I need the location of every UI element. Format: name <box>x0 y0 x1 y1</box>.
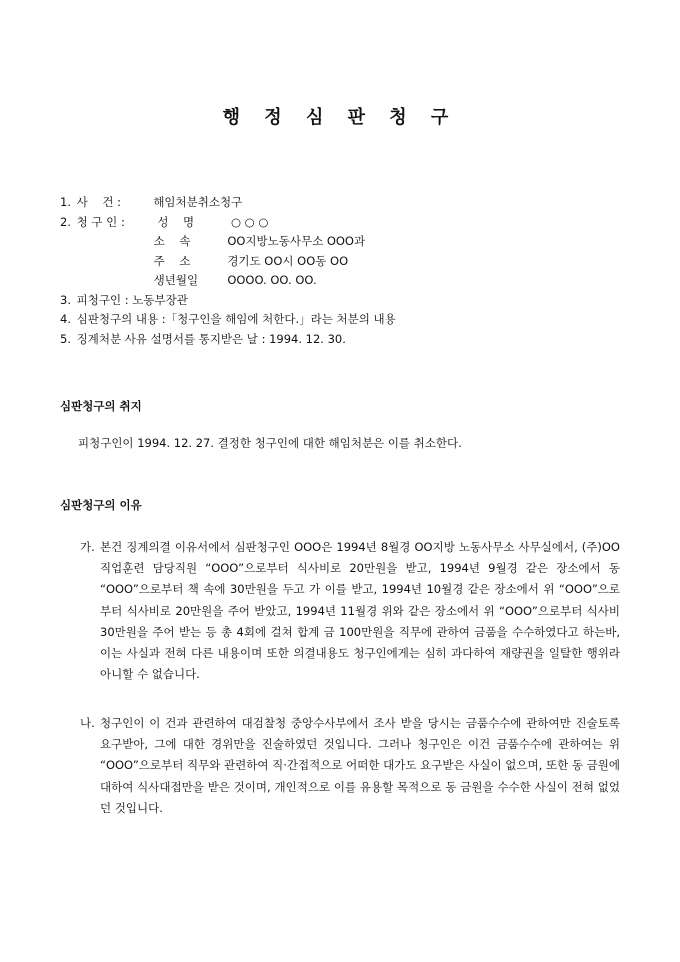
notice-row <box>60 330 396 350</box>
reason-item-a <box>80 537 620 685</box>
birth-label: 생년월일 <box>153 273 199 287</box>
reason-b-mark: 나. <box>80 716 95 730</box>
case-number: 1. <box>60 195 71 209</box>
respondent-number: 3. <box>60 292 71 307</box>
claimant-addr-row <box>60 252 396 272</box>
purpose-heading: 심판청구의 취지 <box>60 399 142 413</box>
reason-a-mark: 가. <box>80 540 95 554</box>
claimant-birth-row <box>60 271 396 291</box>
name-label: 성 명 <box>157 214 195 229</box>
case-label: 사 건 : <box>76 195 122 209</box>
document-title: 행 정 심 판 청 구 <box>222 107 458 128</box>
claimant-number: 2. <box>60 214 71 229</box>
dept-label: 소 속 <box>153 234 191 248</box>
claimant-name-row <box>60 213 396 233</box>
name-value: ○ ○ ○ <box>230 214 269 229</box>
birth-value: OOOO. OO. OO. <box>227 273 317 287</box>
notice-number: 5. <box>60 331 71 346</box>
respondent-text: 피청구인 : 노동부장관 <box>76 292 188 307</box>
purpose-text: 피청구인이 1994. 12. 27. 결정한 청구인에 대한 해임처분은 이를 취소한다. <box>78 436 462 450</box>
claimant-dept-row <box>60 232 396 252</box>
reason-item-b <box>80 713 620 819</box>
content-text: 심판청구의 내용 :「청구인을 해임에 처한다.」라는 처분의 내용 <box>76 312 396 326</box>
reasons-heading: 심판청구의 이유 <box>60 498 142 512</box>
notice-text: 징계처분 사유 설명서를 통지받은 날 : 1994. 12. 30. <box>76 331 346 346</box>
addr-value: 경기도 OO시 OO동 OO <box>227 253 349 268</box>
case-row <box>60 193 396 213</box>
reason-a-text: 본건 징계의결 이유서에서 심판청구인 OOO은 1994년 8월경 OO지방 노동사무소 사무실에서, (주)OO직업훈련 담당직원 “OOO”으로부터 식사비로 20만원을 받고, 1994년 9월경 같은 장소에서 동 “OOO”으로부터 책 속에 30만원을 두고 가 이를 받고, 1994년 10월경 같은 장소에서 위 “OOO”으로부터 식사비로 20만원을 주어 받았고, 1994년 11월경 위와 같은 장소에서 위 “OOO”으로부터 식사비 30만원을 주어 받는 등 총 4회에 걸쳐 합계 금 100만원을 직무에 관하여 금품을 수수하였다고 하는바, 이는 사실과 전혀 다른 내용이며 또한 의결내용도 청구인에게는 심히 과다하여 재량권을 일탈한 행위라 아니할 수 없습니다. <box>100 540 620 682</box>
addr-label: 주 소 <box>153 253 191 268</box>
dept-value: OO지방노동사무소 OOO과 <box>227 234 366 248</box>
respondent-row <box>60 291 396 311</box>
case-value: 해임처분취소청구 <box>153 195 243 209</box>
content-row <box>60 310 396 330</box>
claimant-label: 청 구 인 : <box>76 214 125 229</box>
content-number: 4. <box>60 312 71 326</box>
claim-info-block <box>60 193 396 349</box>
reason-b-text: 청구인이 이 건과 관련하여 대검찰청 중앙수사부에서 조사 받을 당시는 금품수수에 관하여만 진술토록 요구받아, 그에 대한 경위만을 진술하였던 것입니다. 그러나 청구인은 이건 금품수수에 관하여는 위 “OOO”으로부터 직무와 관련하여 직·간접적으로 어떠한 대가도 요구받은 사실이 없으며, 또한 동 금원에 대하여 식사대접만을 받은 것이며, 개인적으로 이를 유용할 목적으로 동 금원을 수수한 사실이 전혀 없었던 것입니다. <box>100 716 620 815</box>
